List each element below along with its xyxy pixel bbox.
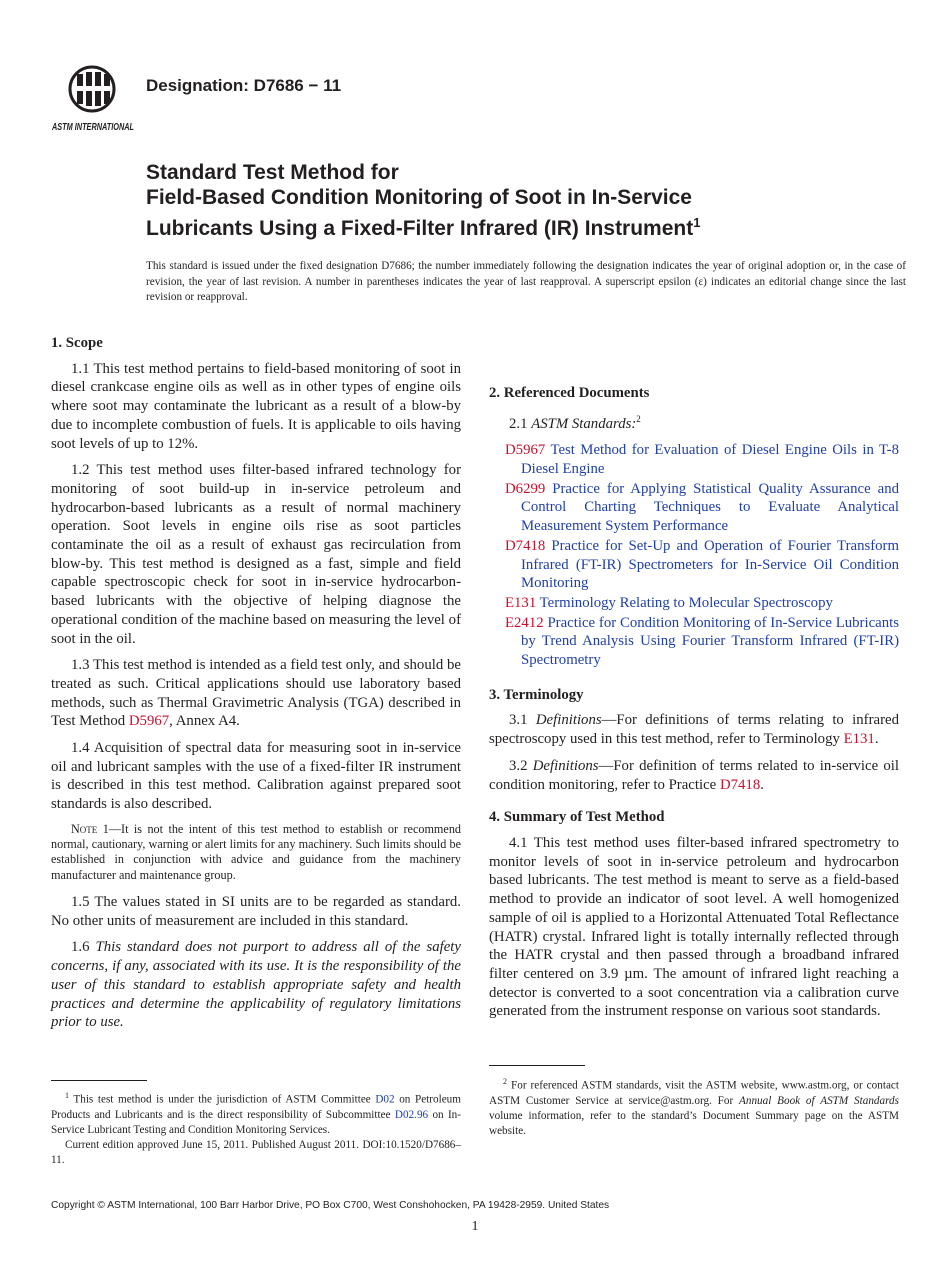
section-heading-terminology: 3. Terminology [489,686,584,703]
left-column [51,330,461,1040]
designation: Designation: D7686 − 11 [146,76,342,95]
title-footnote-mark: 1 [693,215,701,230]
title-line-2: Field-Based Condition Monitoring of Soot in In-Service [146,186,692,209]
section-heading-referenced-documents: 2. Referenced Documents [489,385,650,401]
astm-logo [52,62,136,134]
paragraph-4-1: 4.1 This test method uses filter-based infrared spectrometry to monitor levels of soot in in-service petroleum and hydrocarbon based lubricants. The test method is meant to serve as a field-based method to provide an indicator of soot level. A well homogenized sample of oil is applied to a Horizontal Attenuated Total Reflectance (HATR) crystal. Infrared light is totally internally reflected through the HATR crystal and then passed through a broadband infrared filter centered on 3.9 µm. The amount of infrared light reaching a detector is converted to a soot concentration via a calibration curve generated from the instrument response on various soot standards. [489,834,899,1020]
footnote-current-edition: Current edition approved June 15, 2011. Published August 2011. DOI:10.1520/D7686–11. [51,1138,461,1166]
paragraph-3-2: 3.2 Definitions—For definition of terms related to in-service oil condition monitoring, refer to Practice D7418. [489,757,899,793]
ref-item[interactable]: E131 Terminology Relating to Molecular Spectroscopy [505,594,833,611]
section-heading-summary: 4. Summary of Test Method [489,809,665,826]
ref-item[interactable]: D6299 Practice for Applying Statistical Quality Assurance and Control Charting Techniques to Evaluate Analytical Measurement System Performance [505,480,899,535]
ref-item[interactable]: D5967 Test Method for Evaluation of Diesel Engine Oils in T-8 Diesel Engine [505,442,899,478]
paragraph-1-4: 1.4 Acquisition of spectral data for measuring soot in in-service oil and lubricant samples with the use of a fixed-filter IR instrument is described in this test method. Calibration against prepared soot standards is also described. [51,740,461,813]
referenced-documents-list [489,441,899,669]
ref-link-d02[interactable]: D02 [375,1093,395,1106]
footnote-1: $^1$ This test method is under the jurisdiction of ASTM Committee D02 on Petroleum Products and Lubricants and is the direct responsibility of Subcommittee D02.96 on In-Service Lubricant Testing and Condition Monitoring Services. Current edition approved June 15, 2011. Published August 2011. DOI:10.1520/D7686–11. [51,1091,461,1166]
ref-link-e131[interactable]: E131 [843,731,875,748]
copyright: Copyright © ASTM International, 100 Barr Harbor Drive, PO Box C700, West Conshohocken, PA 19428-2959. United States [51,1200,610,1211]
paragraph-1-5: 1.5 The values stated in SI units are to be regarded as standard. No other units of measurement are included in this standard. [51,894,461,929]
footnote-rule-right [489,1065,585,1066]
right-column [489,330,899,1029]
document-title [146,160,916,241]
paragraph-1-1: 1.1 This test method pertains to field-based monitoring of soot in diesel crankcase engine oils as well as in other types of engine oils where soot may contaminate the lubricant as a result of a blow-by due to incomplete combustion of fuels. It is applicable to oils having soot levels of up to 12%. [51,360,461,452]
title-line-1: Standard Test Method for [146,161,399,184]
ref-link-d5967[interactable]: D5967 [128,713,170,730]
ref-item[interactable]: E2412 Practice for Condition Monitoring of In-Service Lubricants by Trend Analysis Using Fourier Transform Infrared (FT-IR) Spectrometry [505,614,899,669]
ref-link-d02-96[interactable]: D02.96 [394,1108,429,1121]
paragraph-1-6: 1.6 This standard does not purport to address all of the safety concerns, if any, associated with its use. It is the responsibility of the user of this standard to establish appropriate safety and health practices and determine the applicability of regulatory limitations prior to use. [51,939,461,1031]
subsection-2-1: 2.1 ASTM Standards:$^2$ [509,413,641,432]
paragraph-1-3: 1.3 This test method is intended as a field test only, and should be treated as such. Critical applications should use laboratory based methods, such as Thermal Gravimetric Analysis (TGA) described in Test Method D5967, Annex A4. [51,657,461,730]
paragraph-3-1: 3.1 Definitions—For definitions of terms relating to infrared spectroscopy used in this test method, refer to Terminology E131. [489,712,899,748]
issuance-statement: This standard is issued under the fixed designation D7686; the number immediately following the designation indicates the year of original adoption or, in the case of revision, the year of last revision. A number in parentheses indicates the year of last reapproval. A superscript epsilon (ε) indicates an editorial change since the last revision or reapproval. [146,260,906,303]
footnote-2: $^2$ For referenced ASTM standards, visit the ASTM website, www.astm.org, or contact ASTM Customer Service at service@astm.org. For Annual Book of ASTM Standards volume information, refer to the standard’s Document Summary page on the ASTM website. [489,1077,899,1137]
ref-item[interactable]: D7418 Practice for Set-Up and Operation of Fourier Transform Infrared (FT-IR) Spectrometers for In-Service Oil Condition Monitoring [505,537,899,592]
ref-link-d7418[interactable]: D7418 [719,776,761,793]
footnote-rule-left [51,1080,147,1081]
title-line-3: Lubricants Using a Fixed-Filter Infrared (IR) Instrument$^1$ [146,215,701,240]
page-number: 1 [471,1219,479,1234]
section-heading-scope: 1. Scope [51,335,103,351]
logo-wordmark: ASTM INTERNATIONAL [51,121,134,133]
paragraph-1-2: 1.2 This test method uses filter-based infrared technology for monitoring of soot build-up in in-service petroleum and hydrocarbon-based lubricants as a result of normal machinery operation. Soot levels in engine oils rise as soot particles contaminate the oil as a result of exhaust gas recirculation from blow-by. This test method is designed as a fast, simple and field capable spectroscopic check for soot in in-service hydrocarbon-based lubricants with the objective of helping diagnose the operational condition of the machine based on measuring the level of soot in the oil. [51,462,461,647]
note-1: Note 1—It is not the intent of this test method to establish or recommend normal, cautionary, warning or alert limits for any machinery. Such limits should be established in conjunction with advice and guidance from the machinery manufacturer and maintenance group. [51,821,462,882]
